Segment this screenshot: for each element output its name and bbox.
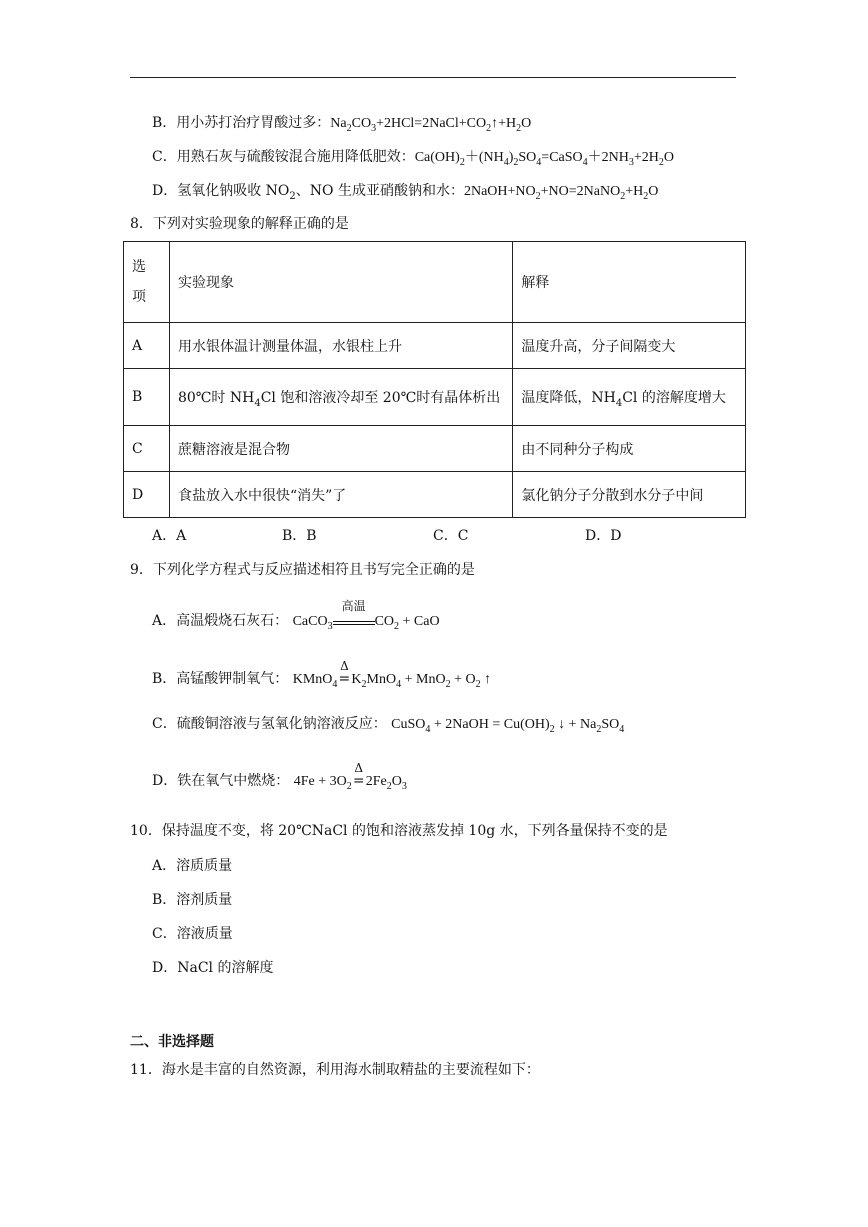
row-phenomenon: 80℃时 $NH_4Cl$ 饱和溶液冷却至 20℃时有晶体析出: [169, 369, 512, 426]
q10-stem: 10．保持温度不变，将 20℃NaCl 的饱和溶液蒸发掉 10g 水，下列各量保持不变的是: [130, 823, 668, 839]
row-explanation: 温度降低，$NH_4Cl$ 的溶解度增大: [513, 369, 746, 426]
q8-table: [123, 241, 746, 518]
q10-option-c: C．溶液质量: [152, 926, 233, 942]
row-option: B: [124, 369, 170, 426]
header-phenomenon: 实验现象: [169, 242, 512, 323]
header-rule: [130, 77, 736, 78]
section-heading: 二、非选择题: [130, 1034, 214, 1050]
table-row: [124, 426, 746, 472]
row-phenomenon: 用水银体温计测量体温，水银柱上升: [169, 323, 512, 369]
row-option: C: [124, 426, 170, 472]
q7-option-c: C．用熟石灰与硫酸铵混合施用降低肥效：$Ca(OH)_2+(NH_4)_2SO_4=CaSO_4+2NH_3+2H_2O$: [152, 149, 675, 168]
table-header-row: [124, 242, 746, 323]
q9-option-b: B．高锰酸钾制氧气： KMnO$_4$ Δ = $K_2MnO_4 + MnO_2 + O_2$ ↑: [152, 669, 491, 690]
row-phenomenon: 食盐放入水中很快“消失”了: [169, 472, 512, 518]
condition-high-temp: 高温: [341, 599, 366, 613]
q9-option-a: A．高温煅烧石灰石： CaCO$_3$ 高温 $CO_2$ + CaO: [152, 611, 440, 632]
q8-choice-d: D．D: [585, 528, 622, 544]
q10-option-d: D．NaCl 的溶解度: [152, 960, 274, 976]
q8-choice-a: A．A: [152, 528, 187, 544]
table-row: [124, 472, 746, 518]
q8-stem: 8．下列对实验现象的解释正确的是: [130, 216, 349, 232]
q9-option-c: C．硫酸铜溶液与氢氧化钠溶液反应： CuSO$_4$ + 2NaOH = $Cu(OH)_2$ ↓ + $Na_2SO_4$: [152, 716, 625, 735]
table-row: [124, 369, 746, 426]
header-explanation: 解释: [513, 242, 746, 323]
q9-option-d: D．铁在氧气中燃烧： $4Fe + 3O_2$ Δ = $2Fe_2O_3$: [152, 771, 407, 792]
q8-choice-c: C．C: [433, 528, 469, 544]
row-option: D: [124, 472, 170, 518]
row-explanation: 氯化钠分子分散到水分子中间: [513, 472, 746, 518]
header-option: 选 项: [124, 242, 170, 323]
q10-option-a: A．溶质质量: [152, 858, 233, 874]
delta-symbol: Δ: [340, 659, 349, 673]
row-phenomenon: 蔗糖溶液是混合物: [169, 426, 512, 472]
table-row: [124, 323, 746, 369]
row-explanation: 温度升高，分子间隔变大: [513, 323, 746, 369]
q10-option-b: B．溶剂质量: [152, 892, 233, 908]
q11-stem: 11．海水是丰富的自然资源，利用海水制取精盐的主要流程如下：: [130, 1062, 540, 1078]
q9-stem: 9．下列化学方程式与反应描述相符且书写完全正确的是: [130, 562, 475, 578]
q7-option-d: D．氢氧化钠吸收 $NO_2$、NO 生成亚硝酸钠和水：$2NaOH+NO_2+NO=2NaNO_2+H_2O$: [152, 183, 659, 202]
q7-option-b: B．用小苏打治疗胃酸过多：$Na_2CO_3+2HCl=2NaCl+CO_2↑+H_2O$: [152, 115, 532, 134]
q8-choice-b: B．B: [282, 528, 317, 544]
delta-symbol: Δ: [354, 761, 364, 775]
row-option: A: [124, 323, 170, 369]
row-explanation: 由不同种分子构成: [513, 426, 746, 472]
